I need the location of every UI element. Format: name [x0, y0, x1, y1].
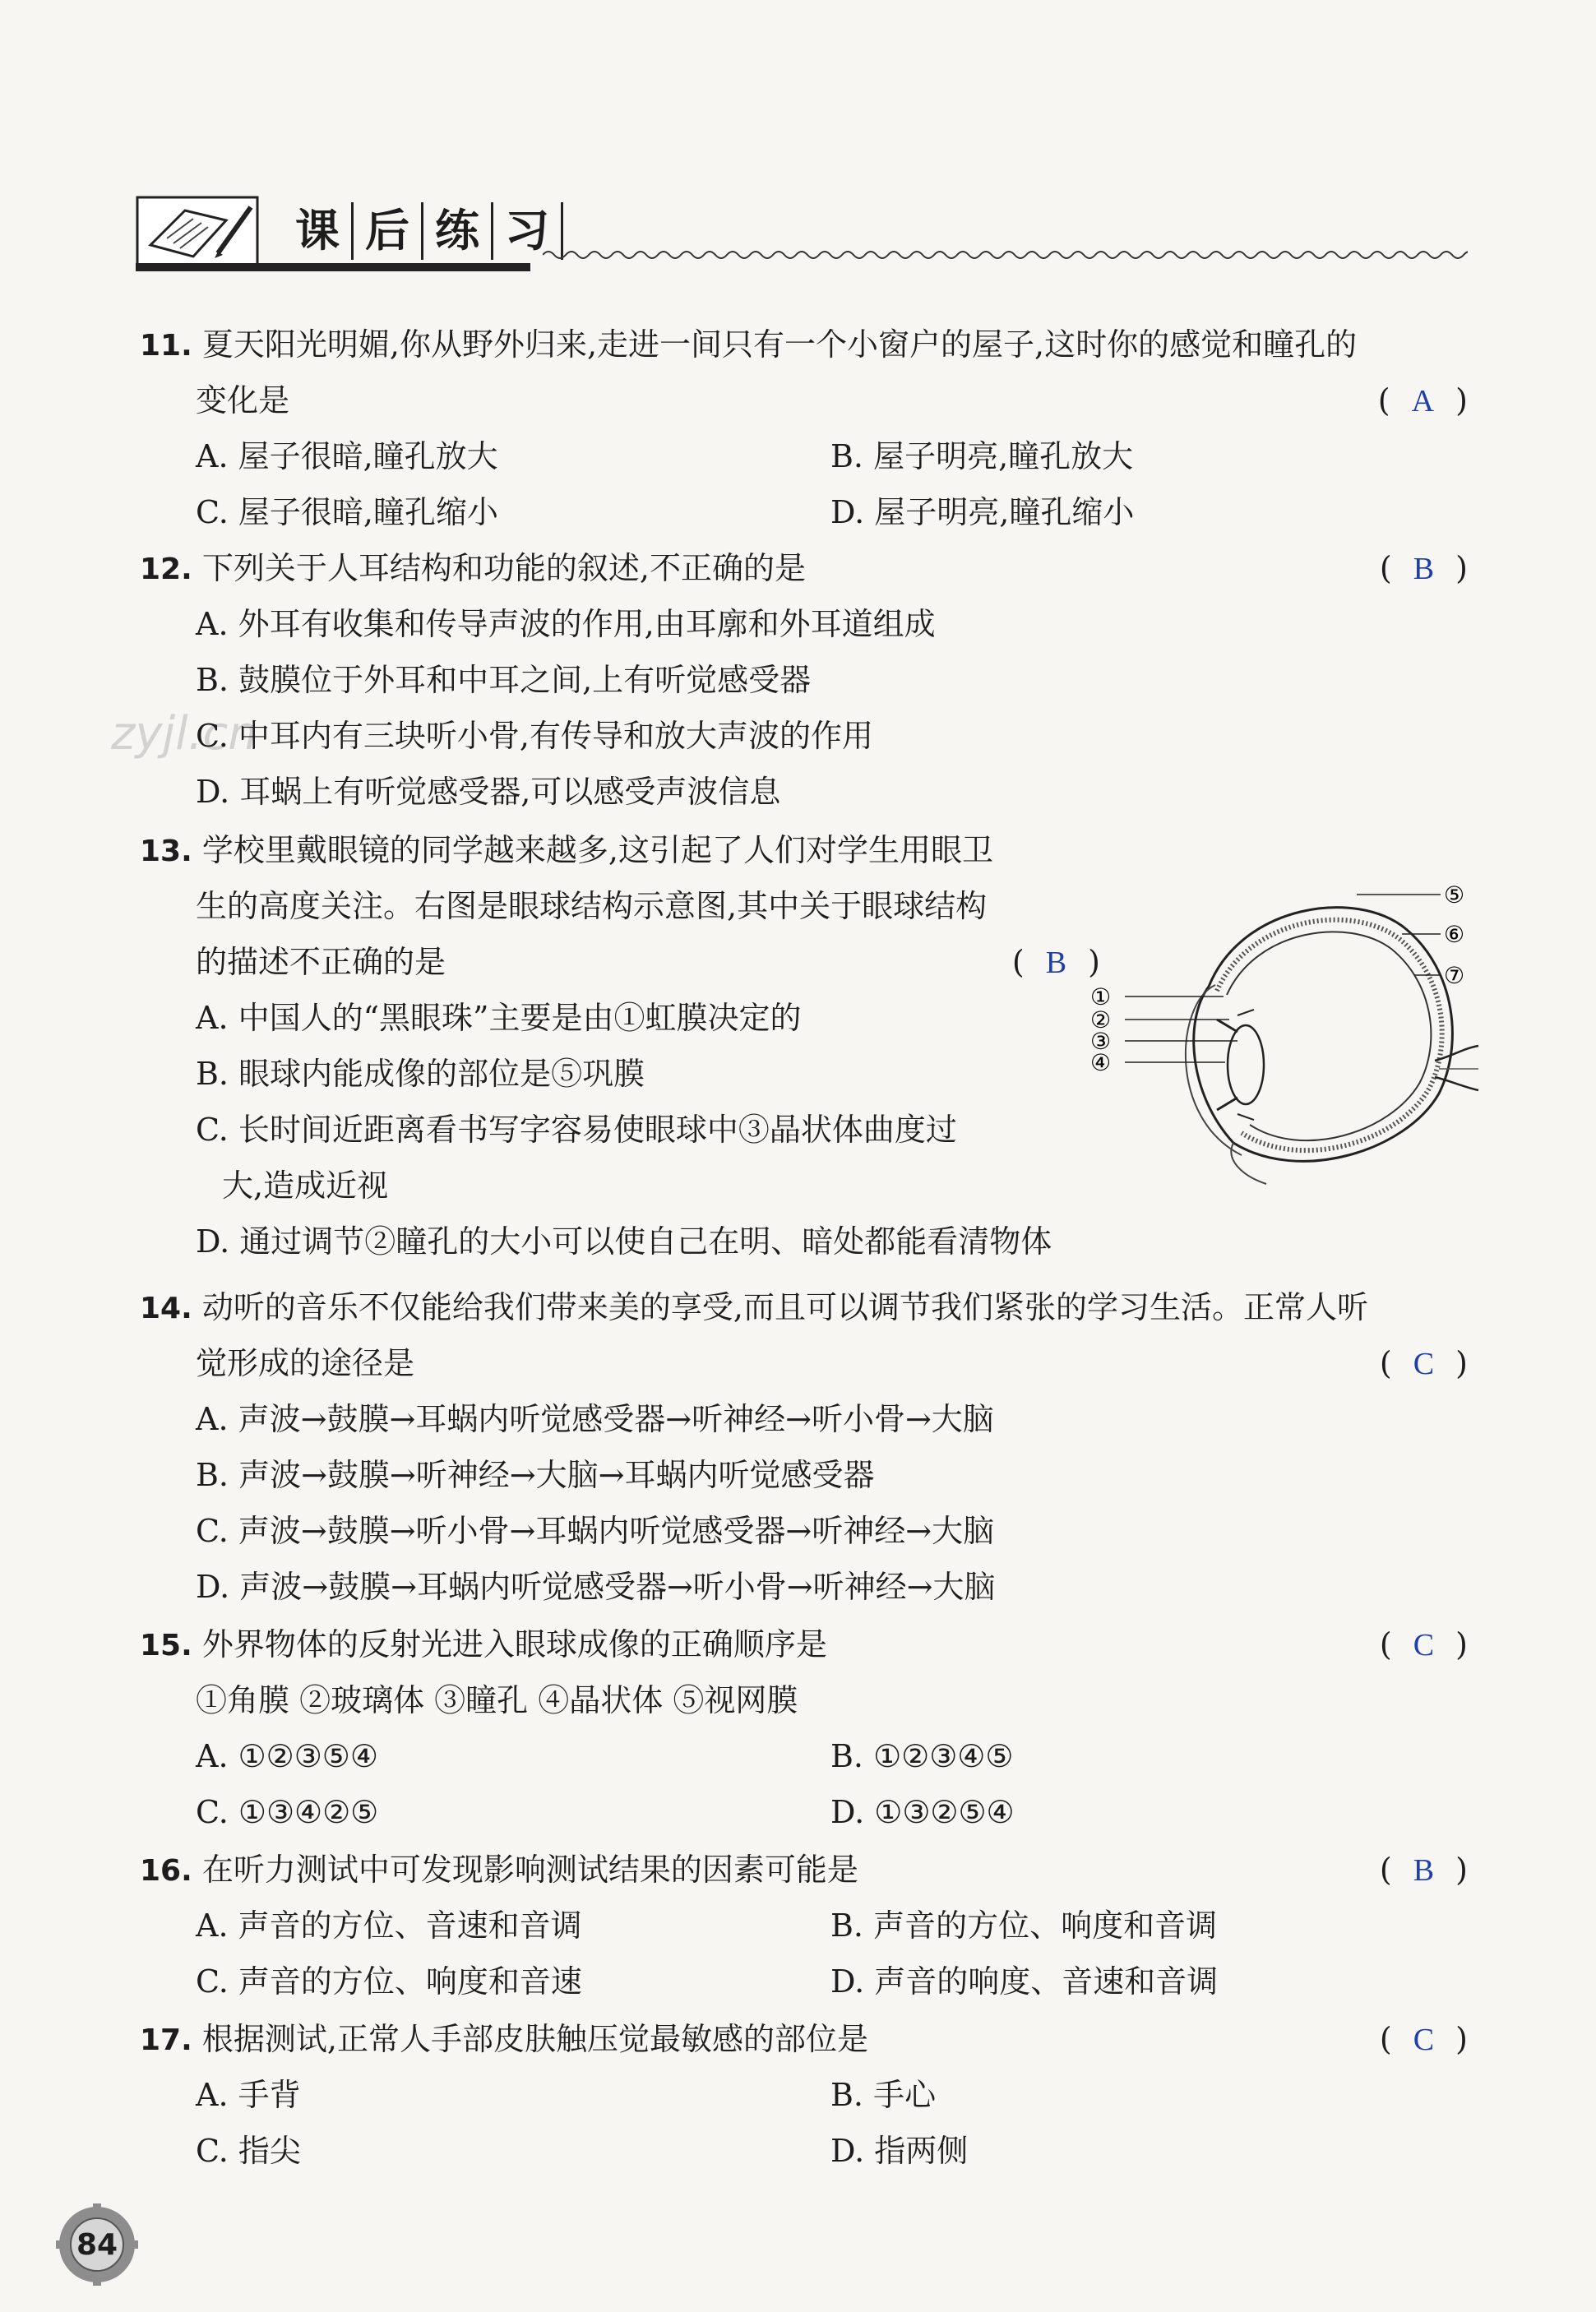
label-1: ①: [1090, 983, 1112, 1010]
answer: A: [1411, 384, 1435, 418]
question-text: ①角膜 ②玻璃体 ③瞳孔 ④晶状体 ⑤视网膜: [196, 1682, 798, 1718]
option-c: C. 声音的方位、响度和音速: [196, 1963, 582, 2000]
question-text: 夏天阳光明媚,你从野外归来,走进一间只有一个小窗户的屋子,这时你的感觉和瞳孔的: [201, 326, 1358, 363]
answer-bracket: ( A ): [1377, 382, 1468, 418]
option-c: C. 中耳内有三块听小骨,有传导和放大声波的作用: [196, 718, 873, 754]
question-text: 生的高度关注。右图是眼球结构示意图,其中关于眼球结构: [196, 888, 988, 924]
question-text: 变化是: [196, 382, 290, 418]
label-4: ④: [1090, 1049, 1112, 1076]
option-d: D. 声波→鼓膜→耳蜗内听觉感受器→听小骨→听神经→大脑: [196, 1569, 996, 1605]
question-text: 在听力测试中可发现影响测试结果的因素可能是: [201, 1852, 858, 1888]
question-number: 15.: [140, 1629, 192, 1662]
label-6: ⑥: [1444, 921, 1465, 948]
option-d: D. 声音的响度、音速和音调: [830, 1963, 1219, 2000]
option-b: B. 手心: [830, 2077, 937, 2113]
question-number: 13.: [140, 835, 192, 868]
question-number: 12.: [140, 553, 192, 586]
answer-bracket: ( B ): [1011, 944, 1100, 980]
title-char: 习: [493, 202, 563, 260]
option-a: A. ①②③⑤④: [196, 1738, 378, 1774]
question-number: 16.: [140, 1854, 192, 1888]
question-number: 11.: [140, 329, 192, 363]
question-text: 下列关于人耳结构和功能的叙述,不正确的是: [201, 550, 806, 586]
page-number-badge: [56, 2203, 138, 2286]
question-15: [140, 1616, 1468, 1840]
section-header: [136, 187, 1468, 278]
answer: C: [1413, 1628, 1435, 1662]
question-text: 觉形成的途径是: [196, 1345, 415, 1381]
option-a: A. 中国人的“黑眼珠”主要是由①虹膜决定的: [196, 1000, 802, 1036]
option-b: B. 声音的方位、响度和音调: [830, 1907, 1218, 1944]
page-number: 84: [76, 2227, 118, 2262]
option-b: B. 眼球内能成像的部位是⑤巩膜: [196, 1056, 645, 1092]
question-text: 学校里戴眼镜的同学越来越多,这引起了人们对学生用眼卫: [201, 832, 993, 868]
question-text: 的描述不正确的是: [196, 944, 446, 980]
answer: B: [1045, 946, 1067, 980]
section-title: [284, 202, 563, 260]
option-a: A. 声音的方位、音速和音调: [196, 1907, 582, 1944]
question-number: 17.: [140, 2023, 192, 2057]
option-c: C. 屋子很暗,瞳孔缩小: [196, 494, 498, 530]
wavy-divider: [543, 245, 1468, 265]
option-c: C. 声波→鼓膜→听小骨→耳蜗内听觉感受器→听神经→大脑: [196, 1513, 995, 1549]
answer: B: [1413, 552, 1435, 586]
option-c: C. 长时间近距离看书写字容易使眼球中③晶状体曲度过: [196, 1112, 957, 1148]
answer-bracket: ( C ): [1379, 1345, 1468, 1381]
question-16: [140, 1842, 1468, 2009]
option-b: B. 屋子明亮,瞳孔放大: [830, 438, 1134, 474]
option-b: B. 鼓膜位于外耳和中耳之间,上有听觉感受器: [196, 662, 812, 698]
question-text: 动听的音乐不仅能给我们带来美的享受,而且可以调节我们紧张的学习生活。正常人听: [201, 1289, 1368, 1325]
question-17: [140, 2011, 1468, 2179]
title-char: 课: [284, 202, 354, 260]
notebook-pen-icon: [136, 196, 259, 268]
watermark: zyjl.cn: [111, 707, 257, 761]
answer: C: [1413, 2023, 1435, 2057]
eye-structure-diagram: [1085, 872, 1480, 1200]
answer-bracket: ( C ): [1379, 2021, 1468, 2057]
question-11: [140, 317, 1468, 540]
question-number: 14.: [140, 1292, 192, 1325]
header-underline: [136, 263, 530, 271]
label-2: ②: [1090, 1006, 1112, 1033]
option-b: B. ①②③④⑤: [830, 1738, 1014, 1774]
option-d: D. ①③②⑤④: [830, 1794, 1015, 1830]
option-c-continued: 大,造成近视: [222, 1168, 389, 1204]
option-d: D. 屋子明亮,瞳孔缩小: [830, 494, 1135, 530]
option-a: A. 声波→鼓膜→耳蜗内听觉感受器→听神经→听小骨→大脑: [196, 1401, 994, 1437]
title-char: 后: [354, 202, 423, 260]
answer-bracket: ( C ): [1379, 1626, 1468, 1662]
question-text: 外界物体的反射光进入眼球成像的正确顺序是: [201, 1626, 827, 1662]
option-c: C. 指尖: [196, 2133, 301, 2169]
label-3: ③: [1090, 1028, 1112, 1055]
option-a: A. 外耳有收集和传导声波的作用,由耳廓和外耳道组成: [196, 606, 936, 642]
title-char: 练: [423, 202, 493, 260]
answer-bracket: ( B ): [1379, 1852, 1468, 1888]
option-a: A. 手背: [196, 2077, 301, 2113]
answer-bracket: ( B ): [1379, 550, 1468, 586]
answer: B: [1413, 1853, 1435, 1888]
option-d: D. 通过调节②瞳孔的大小可以使自己在明、暗处都能看清物体: [196, 1223, 1052, 1260]
option-d: D. 耳蜗上有听觉感受器,可以感受声波信息: [196, 774, 781, 810]
label-7: ⑦: [1444, 962, 1465, 989]
question-text: 根据测试,正常人手部皮肤触压觉最敏感的部位是: [201, 2021, 868, 2057]
option-c: C. ①③④②⑤: [196, 1794, 379, 1830]
option-b: B. 声波→鼓膜→听神经→大脑→耳蜗内听觉感受器: [196, 1457, 875, 1493]
answer: C: [1413, 1347, 1435, 1381]
question-14: [140, 1279, 1468, 1615]
label-5: ⑤: [1444, 881, 1465, 909]
question-12: [140, 540, 1468, 820]
option-a: A. 屋子很暗,瞳孔放大: [196, 438, 498, 474]
option-d: D. 指两侧: [830, 2133, 969, 2169]
